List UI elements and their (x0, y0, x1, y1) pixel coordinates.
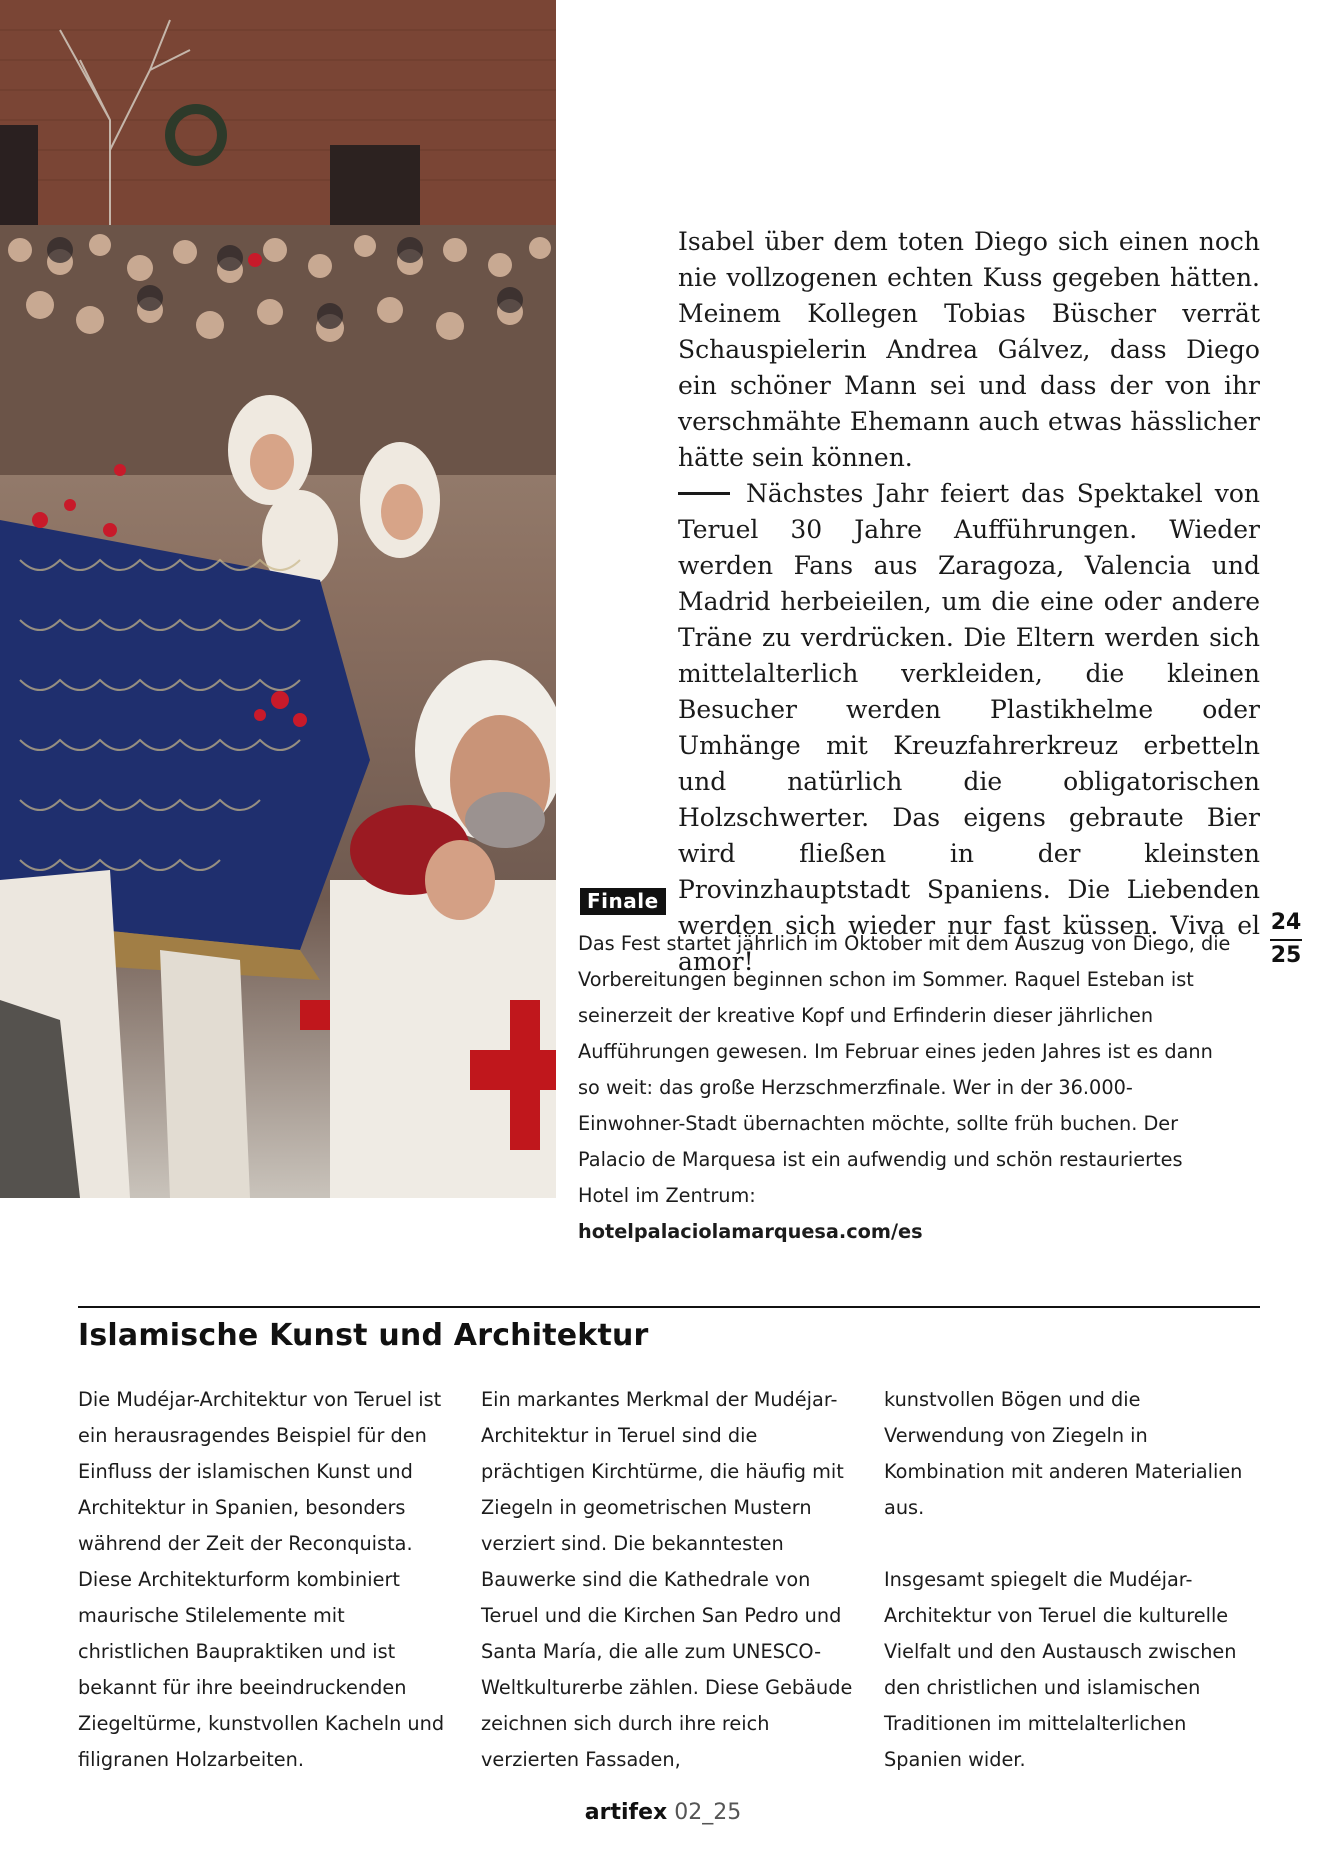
magazine-brand: artifex (584, 1800, 668, 1825)
page-numbers (1268, 910, 1304, 969)
sidebar-column-3 (884, 1382, 1264, 1778)
finale-infobox (578, 926, 1238, 1250)
column-paragraph: kunstvollen Bögen und die Verwendung von Ziegeln in Kombination mit anderen Materialien aus. (884, 1388, 1243, 1519)
section-dash (678, 492, 730, 495)
festival-photo-illustration (0, 0, 556, 1198)
page-number-divider (1270, 939, 1302, 941)
page-number-right: 25 (1270, 943, 1302, 968)
column-paragraph: Ein markantes Merkmal der Mudéjar-Architektur in Teruel sind die prächtigen Kirchtürme, die häufig mit Ziegeln in geometrischen Mustern verziert sind. Die bekanntesten Bauwerke sind die Kathedrale von Teruel und die Kirchen San Pedro und Santa María, die alle zum UNESCO-Weltkulturerbe zählen. Diese Gebäude zeichnen sich durch ihre reich verzierten Fassaden, (481, 1388, 853, 1771)
article-paragraph-with-dash (678, 476, 1260, 980)
festival-photo (0, 0, 556, 1198)
finale-text: Das Fest startet jährlich im Oktober mit dem Auszug von Diego, die Vorbereitungen beginnen schon im Sommer. Raquel Esteban ist seinerzeit der kreative Kopf und Erfinderin dieser jährlichen Aufführungen gewesen. Im Februar eines jeden Jahres ist es dann so weit: das große Herzschmerzfinale. Wer in der 36.000-Einwohner-Stadt übernachten möchte, sollte früh buchen. Der Palacio de Marquesa ist ein aufwendig und schön restauriertes Hotel im Zentrum: (578, 932, 1231, 1207)
hotel-link[interactable]: hotelpalaciolamarquesa.com/es (578, 1220, 923, 1243)
section-title: Islamische Kunst und Architektur (78, 1318, 649, 1353)
article-paragraph-text: Nächstes Jahr feiert das Spektakel von Teruel 30 Jahre Aufführungen. Wieder werden Fans aus Zaragoza, Valencia und Madrid herbeieilen, um die eine oder andere Träne zu verdrücken. Die Eltern werden sich mittelalterlich verkleiden, die kleinen Besucher werden Plastikhelme oder Umhänge mit Kreuzfahrerkreuz erbetteln und natürlich die obligatorischen Holzschwerter. Das eigens gebraute Bier wird fließen in der kleinsten Provinzhauptstadt Spaniens. Die Liebenden werden sich wieder nur fast küssen. Viva el amor! (678, 479, 1260, 976)
section-rule (78, 1306, 1260, 1308)
article-body (678, 224, 1260, 980)
sidebar-column-2 (481, 1382, 861, 1778)
issue-number: 02_25 (674, 1800, 742, 1825)
column-paragraph: Die Mudéjar-Architektur von Teruel ist ein herausragendes Beispiel für den Einfluss der islamischen Kunst und Architektur in Spanien, besonders während der Zeit der Reconquista. Diese Architekturform kombiniert maurische Stilelemente mit christlichen Baupraktiken und ist bekannt für ihre beeindruckenden Ziegeltürme, kunstvollen Kacheln und filigranen Holzarbeiten. (78, 1388, 445, 1771)
finale-label: Finale (580, 888, 666, 915)
footer (0, 1800, 1326, 1825)
page-number-left: 24 (1270, 910, 1302, 935)
sidebar-column-1 (78, 1382, 458, 1778)
column-paragraph: Insgesamt spiegelt die Mudéjar-Architektur von Teruel die kulturelle Vielfalt und den Austausch zwischen den christlichen und islamischen Traditionen im mittelalterlichen Spanien wider. (884, 1568, 1237, 1771)
article-paragraph: Isabel über dem toten Diego sich einen noch nie vollzogenen echten Kuss gegeben hätten. Meinem Kollegen Tobias Büscher verrät Schauspielerin Andrea Gálvez, dass Diego ein schöner Mann sei und dass der von ihr verschmähte Ehemann auch etwas hässlicher hätte sein können. (678, 227, 1260, 472)
